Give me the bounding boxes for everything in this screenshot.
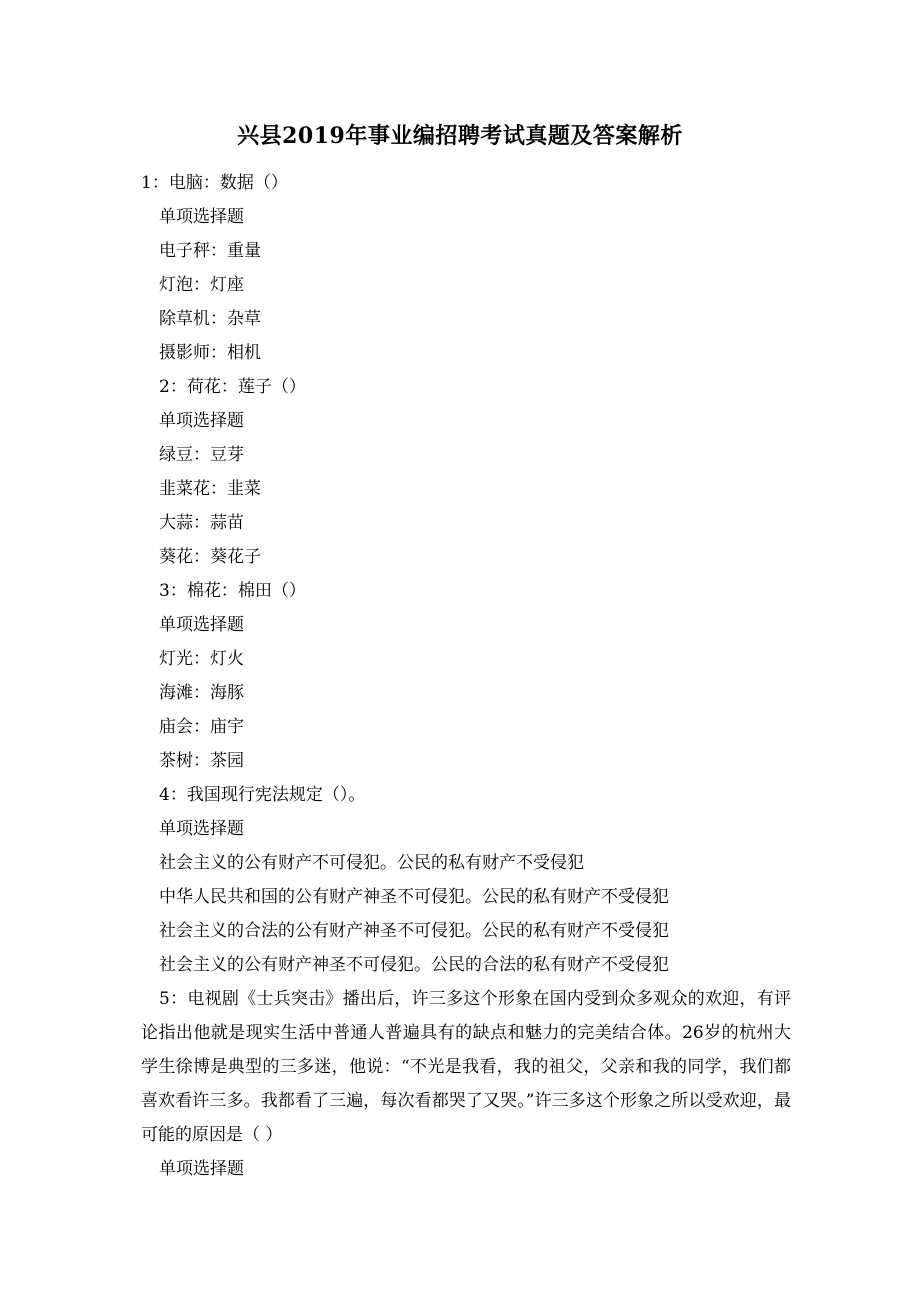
question-2-option-c: 大蒜：蒜苗	[159, 513, 244, 533]
question-1-option-b: 灯泡：灯座	[159, 275, 244, 295]
question-4-option-b: 中华人民共和国的公有财产神圣不可侵犯。公民的私有财产不受侵犯	[159, 887, 669, 907]
question-5-type: 单项选择题	[159, 1159, 244, 1179]
question-2-option-a: 绿豆：豆芽	[159, 445, 244, 465]
question-4-stem: 4：我国现行宪法规定（）。	[159, 785, 366, 805]
question-1-option-c: 除草机：杂草	[159, 309, 261, 329]
question-3-option-d: 茶树：茶园	[159, 751, 244, 771]
question-3-stem: 3：棉花：棉田（）	[159, 581, 306, 601]
question-5-stem: 5：电视剧《士兵突击》播出后，许三多这个形象在国内受到众多观众的欢迎，有评论指出他就是现实生活中普通人普遍具有的缺点和魅力的完美结合体。26岁的杭州大学生徐博是典型的三多迷，他说：“不光是我看，我的祖父，父亲和我的同学，我们都喜欢看许三多。我都看了三遍，每次看都哭了又哭。”许三多这个形象之所以受欢迎，最可能的原因是（ ）	[141, 989, 791, 1145]
question-2-option-b: 韭菜花：韭菜	[159, 479, 261, 499]
question-2-stem: 2：荷花：莲子（）	[159, 377, 306, 397]
question-4-type: 单项选择题	[159, 819, 244, 839]
question-4-option-d: 社会主义的公有财产神圣不可侵犯。公民的合法的私有财产不受侵犯	[159, 955, 669, 975]
question-1-type: 单项选择题	[159, 207, 244, 227]
question-1-stem: 1：电脑：数据（）	[141, 173, 288, 193]
document-body	[141, 166, 791, 1186]
question-3-option-a: 灯光：灯火	[159, 649, 244, 669]
question-4-option-a: 社会主义的公有财产不可侵犯。公民的私有财产不受侵犯	[159, 853, 584, 873]
question-4-option-c: 社会主义的合法的公有财产神圣不可侵犯。公民的私有财产不受侵犯	[159, 921, 669, 941]
document-title: 兴县2019年事业编招聘考试真题及答案解析	[237, 123, 683, 149]
question-1-option-d: 摄影师：相机	[159, 343, 261, 363]
question-2-type: 单项选择题	[159, 411, 244, 431]
question-3-option-c: 庙会：庙宇	[159, 717, 244, 737]
question-1-option-a: 电子秤：重量	[159, 241, 261, 261]
question-3-type: 单项选择题	[159, 615, 244, 635]
question-2-option-d: 葵花：葵花子	[159, 547, 261, 567]
question-3-option-b: 海滩：海豚	[159, 683, 244, 703]
